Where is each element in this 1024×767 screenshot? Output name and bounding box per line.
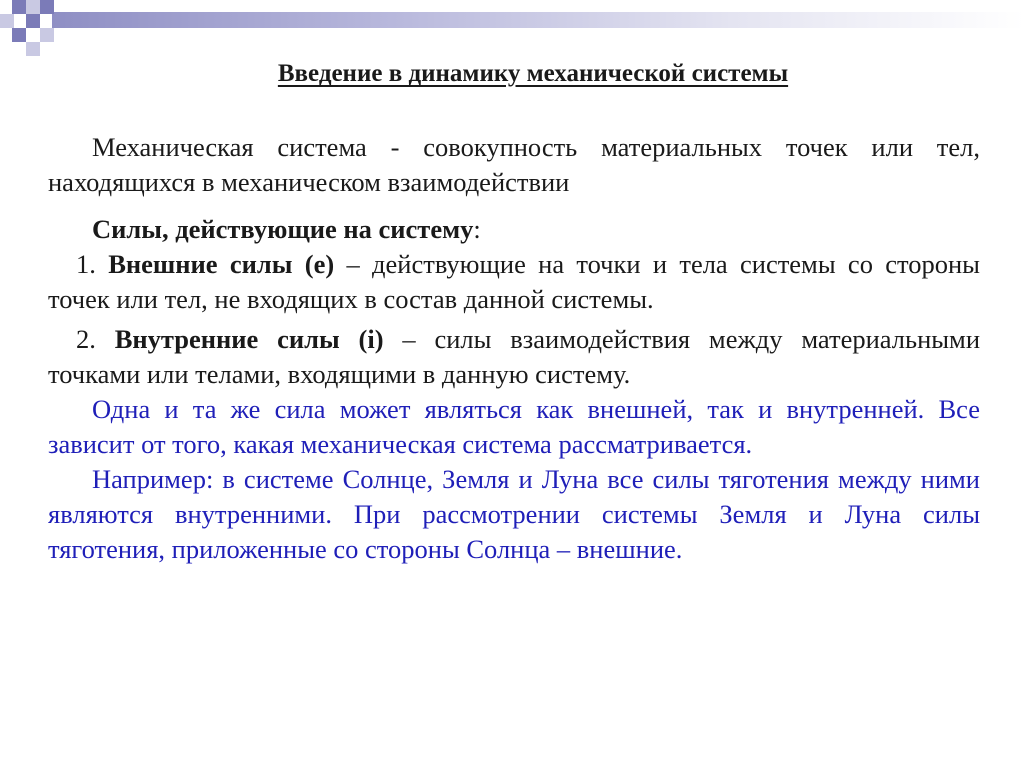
note-paragraph: Одна и та же сила может являться как внешней, так и внутренней. Все зависит от того, какая механическая система рассматривается. xyxy=(48,394,980,459)
decor-square xyxy=(26,42,40,56)
decor-square xyxy=(26,14,40,28)
external-forces-description: – действующие на точки и тела системы со стороны точек или тел, не входящих в состав данной системы. xyxy=(48,249,980,314)
internal-forces-description: – силы взаимодействия между материальными точками или телами, входящими в данную систему. xyxy=(48,324,981,389)
forces-heading-colon: : xyxy=(473,214,481,244)
decor-square xyxy=(40,28,54,42)
header-gradient-bar xyxy=(52,12,1024,28)
list-item-number: 2. xyxy=(76,324,96,354)
example-paragraph: Например: в системе Солнце, Земля и Луна все силы тяготения между ними являются внутренними. При рассмотрении системы Земля и Луна силы тяготения, приложенные со стороны Солнца – внешние. xyxy=(48,464,980,564)
forces-heading xyxy=(48,212,980,247)
slide-body xyxy=(48,130,980,567)
slide-title: Введение в динамику механической системы xyxy=(277,60,789,87)
decor-square xyxy=(26,0,40,14)
decor-square xyxy=(0,14,14,28)
decor-square xyxy=(12,0,26,14)
decor-square xyxy=(12,28,26,42)
list-item-internal-forces xyxy=(48,322,980,392)
forces-heading-text: Силы, действующие на систему xyxy=(92,214,474,244)
decor-square xyxy=(40,0,54,14)
external-forces-term: Внешние силы (е) xyxy=(108,249,335,279)
definition-paragraph: Механическая система - совокупность материальных точек или тел, находящихся в механическом взаимодействии xyxy=(48,132,980,197)
internal-forces-term: Внутренние силы (i) xyxy=(114,324,384,354)
list-item-number: 1. xyxy=(76,249,96,279)
slide-decoration xyxy=(0,0,1024,60)
list-item-external-forces xyxy=(48,247,980,317)
